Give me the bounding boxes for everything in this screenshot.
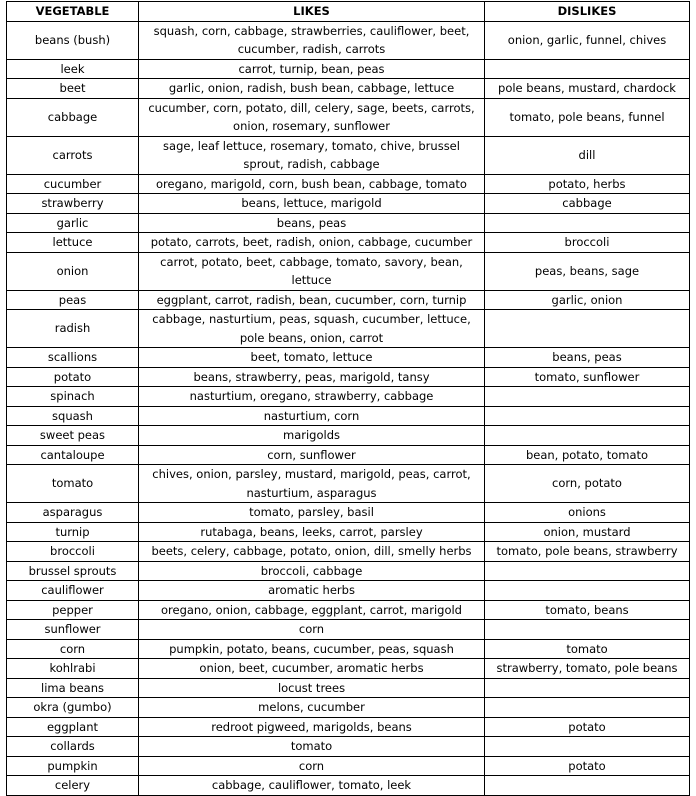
- table-row: [7, 600, 690, 620]
- dislikes-cell: beans, peas: [485, 348, 690, 368]
- likes-cell: pumpkin, potato, beans, cucumber, peas, squash: [139, 639, 485, 659]
- table-row: [7, 465, 690, 503]
- vegetable-cell: broccoli: [7, 542, 139, 562]
- likes-cell: squash, corn, cabbage, strawberries, cauliflower, beet, cucumber, radish, carrots: [139, 21, 485, 59]
- vegetable-cell: potato: [7, 367, 139, 387]
- likes-cell: oregano, onion, cabbage, eggplant, carrot, marigold: [139, 600, 485, 620]
- likes-cell: corn: [139, 756, 485, 776]
- vegetable-cell: beet: [7, 79, 139, 99]
- dislikes-cell: [485, 310, 690, 348]
- likes-cell: corn: [139, 620, 485, 640]
- table-row: [7, 79, 690, 99]
- likes-cell: marigolds: [139, 426, 485, 446]
- vegetable-cell: garlic: [7, 213, 139, 233]
- table-row: [7, 406, 690, 426]
- dislikes-cell: garlic, onion: [485, 290, 690, 310]
- dislikes-cell: cabbage: [485, 194, 690, 214]
- vegetable-cell: cauliflower: [7, 581, 139, 601]
- dislikes-cell: [485, 406, 690, 426]
- table-body: [7, 21, 690, 795]
- dislikes-cell: [485, 678, 690, 698]
- likes-cell: beet, tomato, lettuce: [139, 348, 485, 368]
- dislikes-cell: strawberry, tomato, pole beans: [485, 659, 690, 679]
- table-row: [7, 561, 690, 581]
- vegetable-cell: squash: [7, 406, 139, 426]
- dislikes-cell: [485, 426, 690, 446]
- table-row: [7, 659, 690, 679]
- likes-cell: eggplant, carrot, radish, bean, cucumber, corn, turnip: [139, 290, 485, 310]
- dislikes-cell: broccoli: [485, 233, 690, 253]
- likes-cell: broccoli, cabbage: [139, 561, 485, 581]
- likes-cell: sage, leaf lettuce, rosemary, tomato, chive, brussel sprout, radish, cabbage: [139, 136, 485, 174]
- dislikes-cell: tomato, pole beans, funnel: [485, 98, 690, 136]
- vegetable-cell: leek: [7, 59, 139, 79]
- dislikes-cell: onions: [485, 503, 690, 523]
- dislikes-cell: [485, 213, 690, 233]
- table-row: [7, 426, 690, 446]
- table-row: [7, 678, 690, 698]
- vegetable-cell: sunflower: [7, 620, 139, 640]
- likes-cell: cabbage, cauliflower, tomato, leek: [139, 776, 485, 796]
- likes-cell: tomato, parsley, basil: [139, 503, 485, 523]
- vegetable-cell: celery: [7, 776, 139, 796]
- vegetable-cell: lima beans: [7, 678, 139, 698]
- dislikes-cell: pole beans, mustard, chardock: [485, 79, 690, 99]
- likes-cell: oregano, marigold, corn, bush bean, cabbage, tomato: [139, 174, 485, 194]
- likes-cell: nasturtium, corn: [139, 406, 485, 426]
- vegetable-cell: tomato: [7, 465, 139, 503]
- vegetable-cell: kohlrabi: [7, 659, 139, 679]
- dislikes-cell: corn, potato: [485, 465, 690, 503]
- likes-cell: cucumber, corn, potato, dill, celery, sage, beets, carrots, onion, rosemary, sunflower: [139, 98, 485, 136]
- table-row: [7, 639, 690, 659]
- table-row: [7, 252, 690, 290]
- vegetable-cell: asparagus: [7, 503, 139, 523]
- likes-cell: aromatic herbs: [139, 581, 485, 601]
- likes-cell: carrot, potato, beet, cabbage, tomato, savory, bean, lettuce: [139, 252, 485, 290]
- dislikes-cell: [485, 737, 690, 757]
- likes-cell: potato, carrots, beet, radish, onion, cabbage, cucumber: [139, 233, 485, 253]
- likes-cell: locust trees: [139, 678, 485, 698]
- table-row: [7, 21, 690, 59]
- dislikes-cell: tomato: [485, 639, 690, 659]
- likes-cell: beans, lettuce, marigold: [139, 194, 485, 214]
- table-row: [7, 717, 690, 737]
- dislikes-cell: potato: [485, 717, 690, 737]
- likes-cell: rutabaga, beans, leeks, carrot, parsley: [139, 522, 485, 542]
- vegetable-cell: cantaloupe: [7, 445, 139, 465]
- table-row: [7, 98, 690, 136]
- dislikes-cell: [485, 620, 690, 640]
- table-row: [7, 620, 690, 640]
- vegetable-cell: carrots: [7, 136, 139, 174]
- vegetable-cell: corn: [7, 639, 139, 659]
- table-row: [7, 348, 690, 368]
- table-row: [7, 737, 690, 757]
- table-row: [7, 290, 690, 310]
- dislikes-cell: potato, herbs: [485, 174, 690, 194]
- table-row: [7, 213, 690, 233]
- dislikes-cell: peas, beans, sage: [485, 252, 690, 290]
- dislikes-cell: potato: [485, 756, 690, 776]
- header-row: [7, 2, 690, 22]
- table-row: [7, 136, 690, 174]
- vegetable-cell: cucumber: [7, 174, 139, 194]
- table-row: [7, 503, 690, 523]
- likes-cell: onion, beet, cucumber, aromatic herbs: [139, 659, 485, 679]
- dislikes-cell: [485, 776, 690, 796]
- vegetable-cell: okra (gumbo): [7, 698, 139, 718]
- dislikes-cell: [485, 59, 690, 79]
- vegetable-cell: onion: [7, 252, 139, 290]
- column-header-vegetable: VEGETABLE: [7, 2, 139, 22]
- column-header-dislikes: DISLIKES: [485, 2, 690, 22]
- table-row: [7, 698, 690, 718]
- dislikes-cell: [485, 561, 690, 581]
- dislikes-cell: tomato, beans: [485, 600, 690, 620]
- vegetable-cell: spinach: [7, 387, 139, 407]
- vegetable-cell: sweet peas: [7, 426, 139, 446]
- likes-cell: tomato: [139, 737, 485, 757]
- vegetable-cell: brussel sprouts: [7, 561, 139, 581]
- dislikes-cell: [485, 581, 690, 601]
- table-row: [7, 310, 690, 348]
- table-row: [7, 59, 690, 79]
- likes-cell: beans, peas: [139, 213, 485, 233]
- dislikes-cell: onion, garlic, funnel, chives: [485, 21, 690, 59]
- vegetable-cell: turnip: [7, 522, 139, 542]
- table-row: [7, 522, 690, 542]
- table-row: [7, 387, 690, 407]
- table-row: [7, 776, 690, 796]
- vegetable-cell: collards: [7, 737, 139, 757]
- table-row: [7, 174, 690, 194]
- vegetable-cell: pumpkin: [7, 756, 139, 776]
- vegetable-cell: strawberry: [7, 194, 139, 214]
- vegetable-cell: radish: [7, 310, 139, 348]
- table-row: [7, 581, 690, 601]
- likes-cell: garlic, onion, radish, bush bean, cabbage, lettuce: [139, 79, 485, 99]
- vegetable-cell: eggplant: [7, 717, 139, 737]
- vegetable-cell: peas: [7, 290, 139, 310]
- dislikes-cell: dill: [485, 136, 690, 174]
- vegetable-cell: cabbage: [7, 98, 139, 136]
- likes-cell: beans, strawberry, peas, marigold, tansy: [139, 367, 485, 387]
- column-header-likes: LIKES: [139, 2, 485, 22]
- vegetable-cell: pepper: [7, 600, 139, 620]
- table-row: [7, 445, 690, 465]
- dislikes-cell: onion, mustard: [485, 522, 690, 542]
- dislikes-cell: [485, 387, 690, 407]
- likes-cell: carrot, turnip, bean, peas: [139, 59, 485, 79]
- likes-cell: chives, onion, parsley, mustard, marigold, peas, carrot, nasturtium, asparagus: [139, 465, 485, 503]
- table-row: [7, 233, 690, 253]
- likes-cell: melons, cucumber: [139, 698, 485, 718]
- likes-cell: beets, celery, cabbage, potato, onion, dill, smelly herbs: [139, 542, 485, 562]
- table-row: [7, 194, 690, 214]
- table-row: [7, 542, 690, 562]
- dislikes-cell: tomato, sunflower: [485, 367, 690, 387]
- companion-planting-table: [6, 1, 690, 796]
- vegetable-cell: lettuce: [7, 233, 139, 253]
- dislikes-cell: bean, potato, tomato: [485, 445, 690, 465]
- vegetable-cell: scallions: [7, 348, 139, 368]
- table-row: [7, 367, 690, 387]
- dislikes-cell: [485, 698, 690, 718]
- vegetable-cell: beans (bush): [7, 21, 139, 59]
- likes-cell: cabbage, nasturtium, peas, squash, cucumber, lettuce, pole beans, onion, carrot: [139, 310, 485, 348]
- likes-cell: nasturtium, oregano, strawberry, cabbage: [139, 387, 485, 407]
- dislikes-cell: tomato, pole beans, strawberry: [485, 542, 690, 562]
- table-row: [7, 756, 690, 776]
- likes-cell: redroot pigweed, marigolds, beans: [139, 717, 485, 737]
- likes-cell: corn, sunflower: [139, 445, 485, 465]
